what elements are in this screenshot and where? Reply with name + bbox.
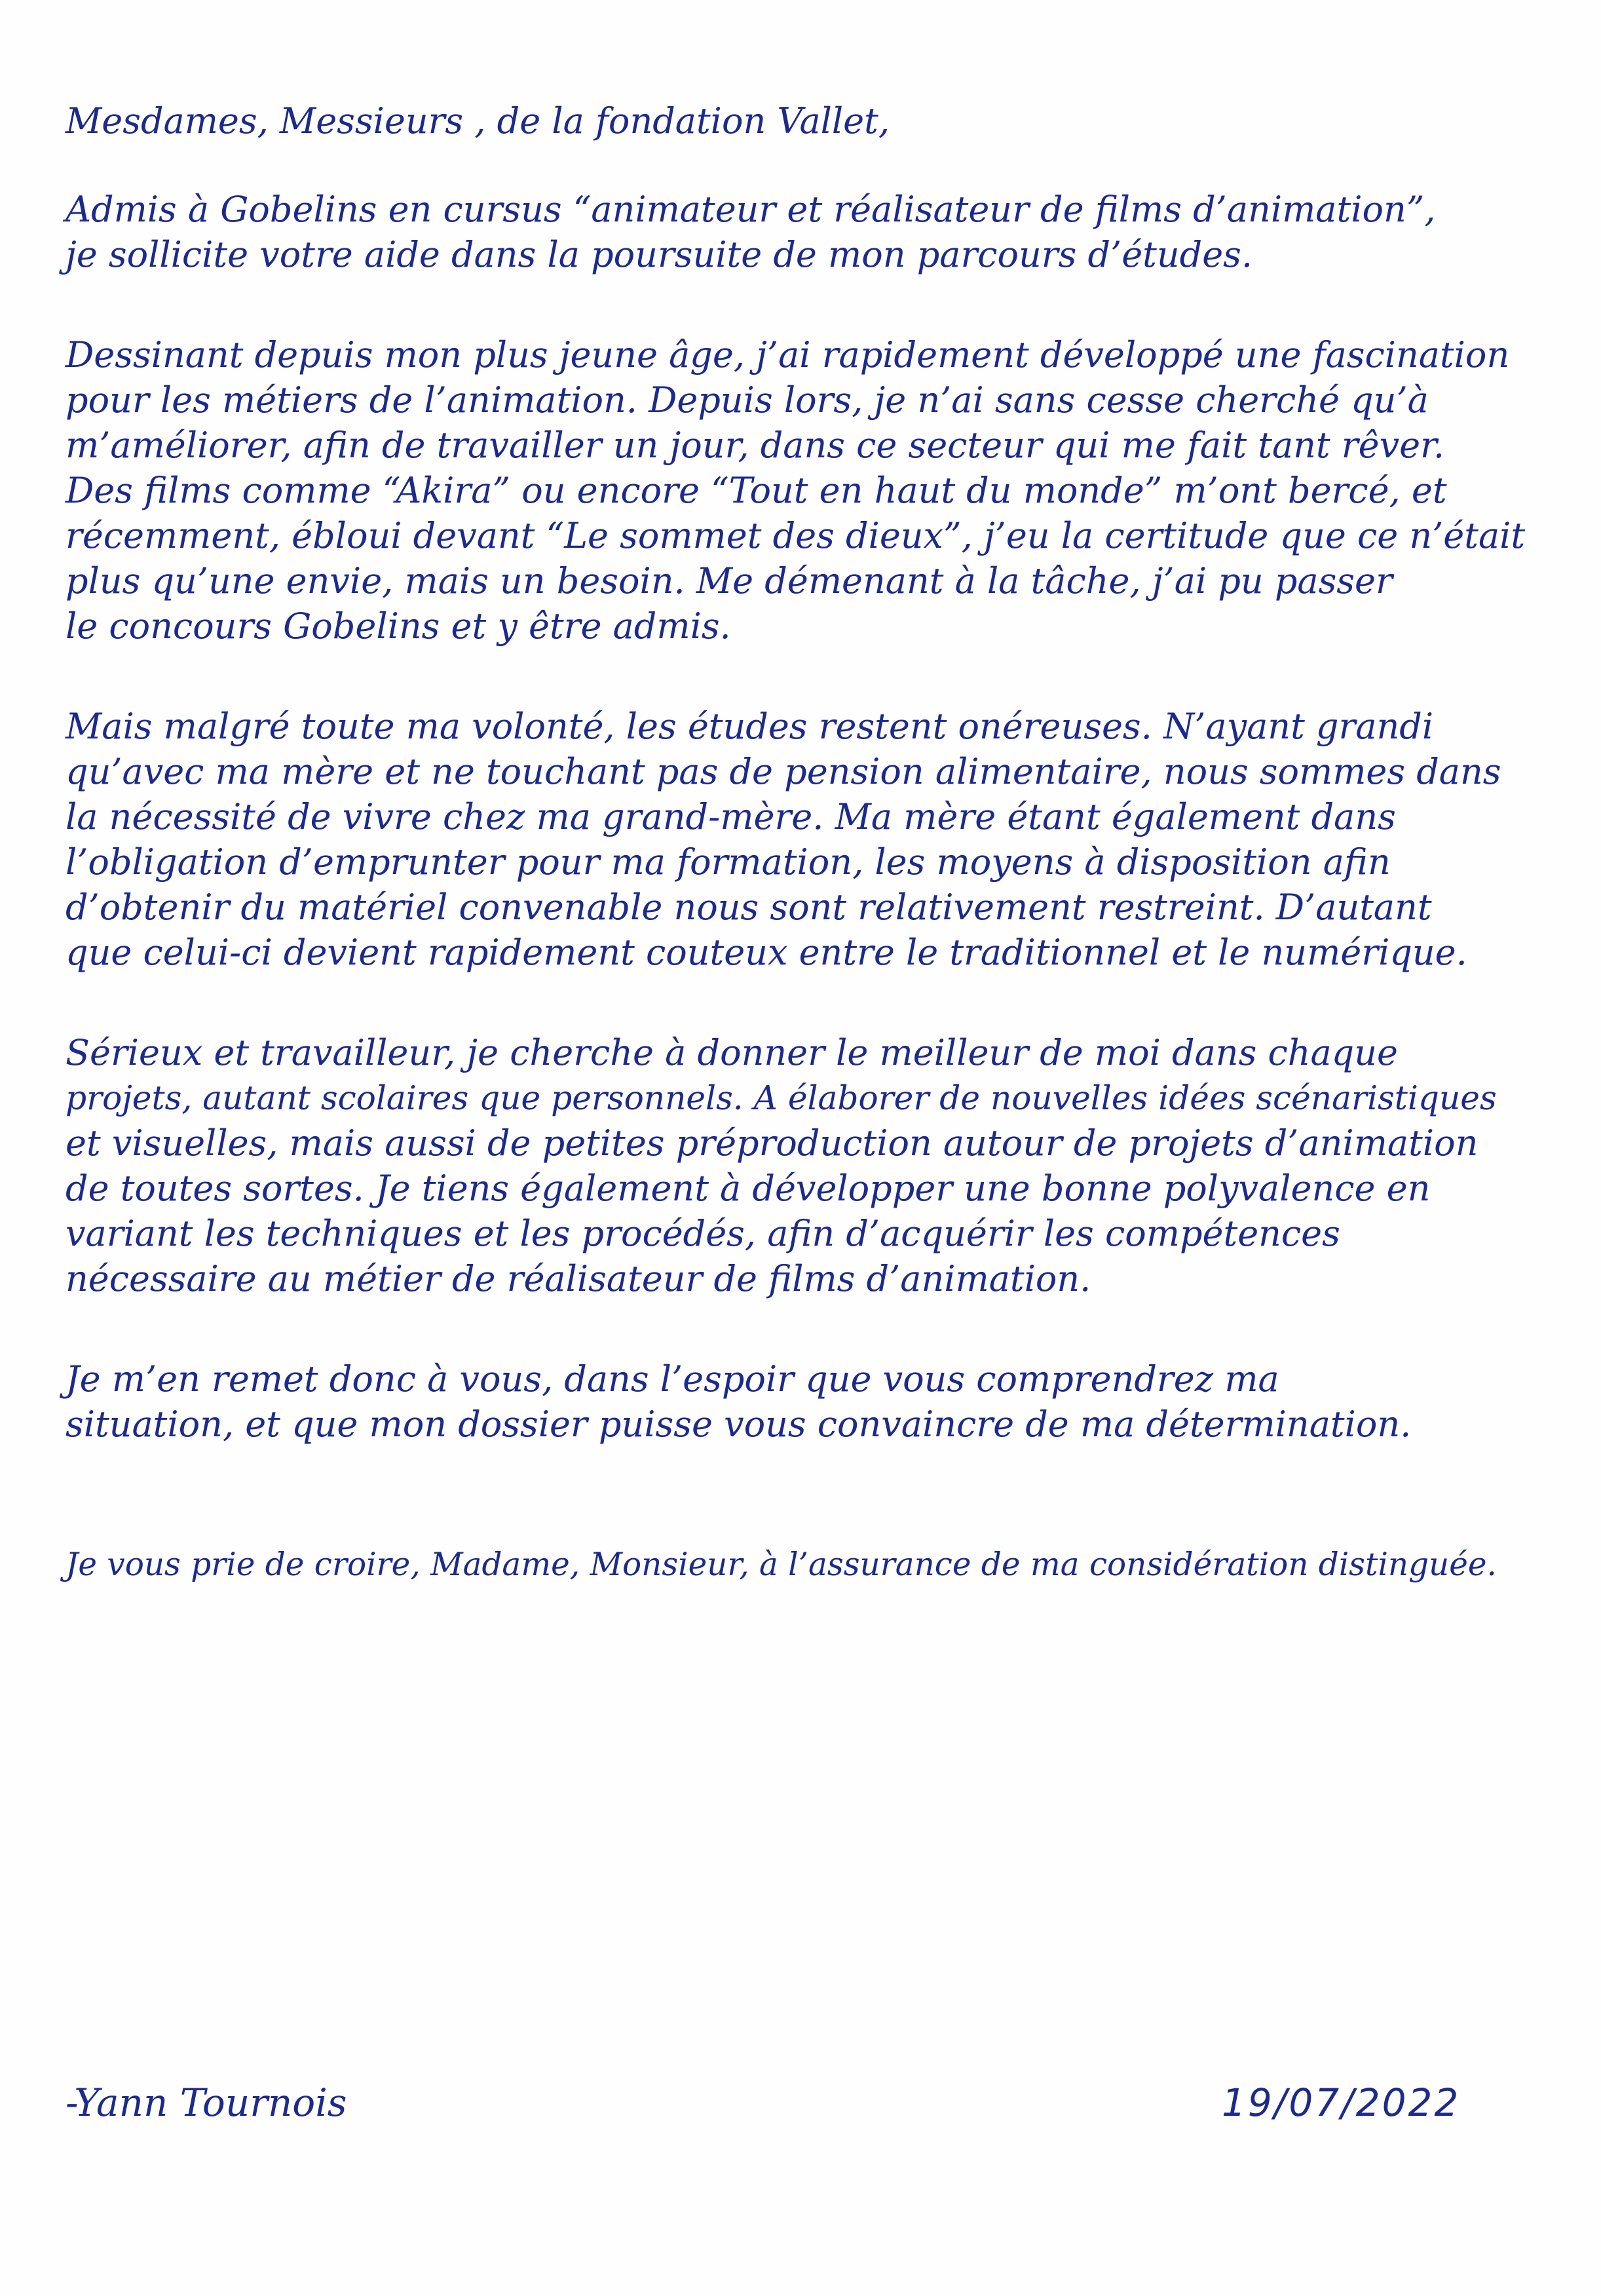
text-line: plus qu’une envie, mais un besoin. Me démenant à la tâche, j’ai pu passer xyxy=(66,560,1393,602)
letter-body xyxy=(66,98,1526,1588)
text-line: l’obligation d’emprunter pour ma formation, les moyens à disposition afin xyxy=(66,841,1391,883)
text-line: variant les techniques et les procédés, afin d’acquérir les compétences xyxy=(66,1213,1340,1254)
letter-date: 19/07/2022 xyxy=(1222,2080,1461,2125)
paragraph-admission xyxy=(66,187,1526,277)
text-line: projets, autant scolaires que personnels. A élaborer de nouvelles idées scénaristiques xyxy=(66,1079,1497,1117)
text-line: m’améliorer, afin de travailler un jour, dans ce secteur qui me fait tant rêver. xyxy=(66,425,1445,466)
text-line: pour les métiers de l’animation. Depuis lors, je n’ai sans cesse cherché qu’à xyxy=(66,379,1429,421)
text-line: Admis à Gobelins en cursus “animateur et réalisateur de films d’animation”, xyxy=(66,189,1436,230)
text-line: nécessaire au métier de réalisateur de films d’animation. xyxy=(66,1258,1091,1299)
paragraph-motivation xyxy=(66,332,1526,649)
signature: -Yann Tournois xyxy=(66,2080,347,2125)
paragraph-qualities xyxy=(66,1030,1526,1301)
text-line: d’obtenir du matériel convenable nous sont relativement restreint. D’autant xyxy=(66,887,1432,928)
text-line: la nécessité de vivre chez ma grand-mère. Ma mère étant également dans xyxy=(66,796,1396,837)
text-line: le concours Gobelins et y être admis. xyxy=(66,605,731,647)
text-line: que celui-ci devient rapidement couteux entre le traditionnel et le numérique. xyxy=(66,932,1467,973)
text-line: situation, et que mon dossier puisse vous convaincre de ma détermination. xyxy=(66,1404,1412,1445)
closing-formula: Je vous prie de croire, Madame, Monsieur, à l’assurance de ma considération distinguée. xyxy=(66,1546,1497,1583)
text-line: Dessinant depuis mon plus jeune âge, j’ai rapidement développé une fascination xyxy=(66,334,1510,375)
salutation: Mesdames, Messieurs , de la fondation Vallet, xyxy=(66,100,890,142)
text-line: je sollicite votre aide dans la poursuite de mon parcours d’études. xyxy=(66,234,1253,275)
text-line: récemment, ébloui devant “Le sommet des dieux”, j’eu la certitude que ce n’était xyxy=(66,515,1526,556)
paragraph-finances xyxy=(66,704,1526,975)
paragraph-request xyxy=(66,1356,1526,1447)
text-line: et visuelles, mais aussi de petites préproduction autour de projets d’animation xyxy=(66,1122,1479,1164)
text-line: Mais malgré toute ma volonté, les études restent onéreuses. N’ayant grandi xyxy=(66,706,1434,747)
text-line: Des films comme “Akira” ou encore “Tout en haut du monde” m’ont bercé, et xyxy=(66,470,1447,511)
text-line: de toutes sortes. Je tiens également à développer une bonne polyvalence en xyxy=(66,1168,1431,1209)
text-line: qu’avec ma mère et ne touchant pas de pension alimentaire, nous sommes dans xyxy=(66,751,1501,792)
text-line: Sérieux et travailleur, je cherche à donner le meilleur de moi dans chaque xyxy=(66,1032,1398,1073)
text-line: Je m’en remet donc à vous, dans l’espoir que vous comprendrez ma xyxy=(66,1358,1279,1400)
